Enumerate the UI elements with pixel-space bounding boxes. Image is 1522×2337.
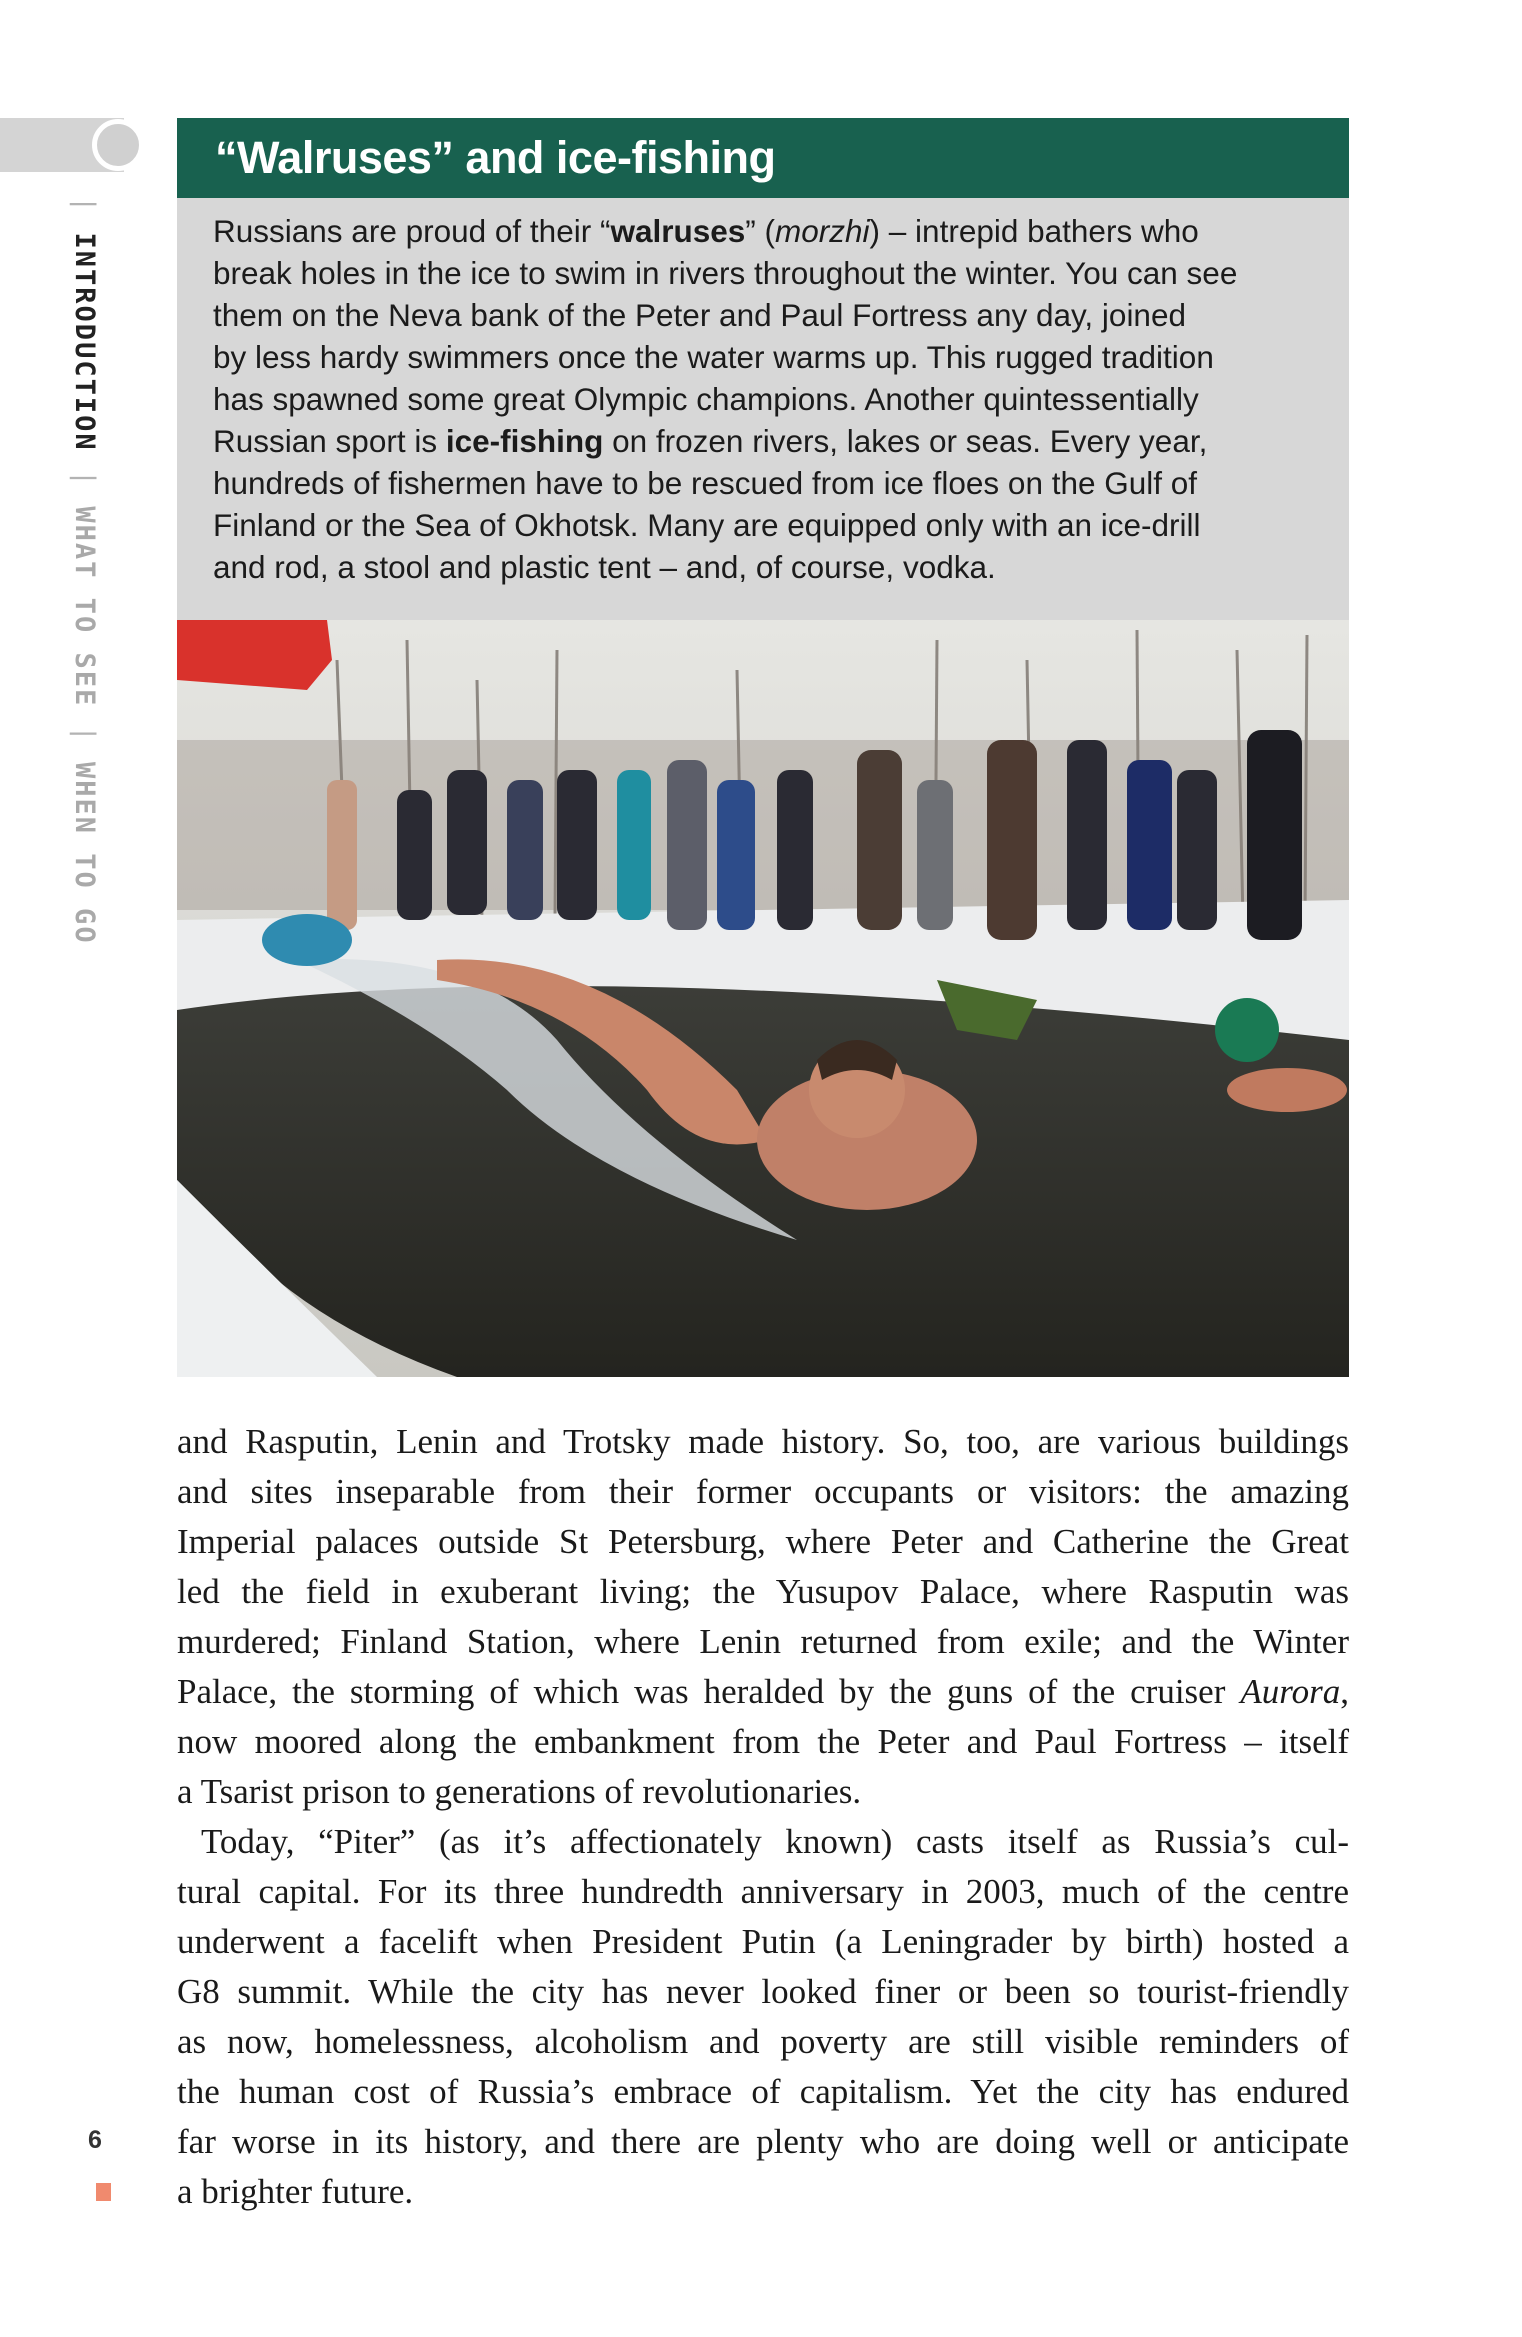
text-line: led the field in exuberant living; the Yusupov Palace, where Rasputin was xyxy=(177,1572,1349,1611)
text-line: Today, “Piter” (as it’s affectionately known) casts itself as Russia’s cul- xyxy=(201,1822,1349,1861)
text-line: Imperial palaces outside St Petersburg, where Peter and Catherine the Great xyxy=(177,1522,1349,1561)
box-line: Russians are proud of their “walruses” (morzhi) – intrepid bathers who xyxy=(213,213,1199,249)
text-line: a brighter future. xyxy=(177,2172,414,2211)
box-line: Finland or the Sea of Okhotsk. Many are equipped only with an ice-drill xyxy=(213,507,1201,543)
box-body xyxy=(177,198,1349,620)
walrus-swimmers-photo xyxy=(177,620,1349,1377)
text-line: the human cost of Russia’s embrace of capitalism. Yet the city has endured xyxy=(177,2072,1349,2111)
circle-marker-icon xyxy=(92,119,144,171)
box-line: has spawned some great Olympic champions. Another quintessentially xyxy=(213,381,1199,417)
box-title: “Walruses” and ice-fishing xyxy=(177,118,1349,198)
text-line: Palace, the storming of which was heralded by the guns of the cruiser Aurora, xyxy=(177,1672,1349,1711)
box-line: and rod, a stool and plastic tent – and, of course, vodka. xyxy=(213,549,996,585)
box-line: break holes in the ice to swim in rivers throughout the winter. You can see xyxy=(213,255,1238,291)
body-text xyxy=(177,1417,1349,2217)
page-marker-icon xyxy=(96,2183,111,2201)
section-nav xyxy=(66,196,102,976)
text-line: as now, homelessness, alcoholism and poverty are still visible reminders of xyxy=(177,2022,1349,2061)
box-line: Russian sport is ice-fishing on frozen rivers, lakes or seas. Every year, xyxy=(213,423,1208,459)
text-line: and sites inseparable from their former occupants or visitors: the amazing xyxy=(177,1472,1349,1511)
text-line: far worse in its history, and there are plenty who are doing well or anticipate xyxy=(177,2122,1349,2161)
text-line: murdered; Finland Station, where Lenin returned from exile; and the Winter xyxy=(177,1622,1349,1661)
box-line: hundreds of fishermen have to be rescued from ice floes on the Gulf of xyxy=(213,465,1198,501)
nav-separator: | xyxy=(69,196,100,215)
nav-what-to-see[interactable]: WHAT TO SEE xyxy=(69,506,100,708)
nav-separator: | xyxy=(69,469,100,489)
box-line: by less hardy swimmers once the water warms up. This rugged tradition xyxy=(213,339,1214,375)
text-line: now moored along the embankment from the Peter and Paul Fortress – itself xyxy=(177,1722,1349,1761)
nav-when-to-go[interactable]: WHEN TO GO xyxy=(69,762,100,945)
text-line: a Tsarist prison to generations of revolutionaries. xyxy=(177,1772,862,1811)
text-line: underwent a facelift when President Putin (a Leningrader by birth) hosted a xyxy=(177,1922,1349,1961)
nav-introduction[interactable]: INTRODUCTION xyxy=(69,232,100,452)
box-line: them on the Neva bank of the Peter and Paul Fortress any day, joined xyxy=(213,297,1186,333)
text-line: G8 summit. While the city has never looked finer or been so tourist-friendly xyxy=(177,1972,1349,2011)
page-number: 6 xyxy=(88,2126,102,2154)
text-line: tural capital. For its three hundredth anniversary in 2003, much of the centre xyxy=(177,1872,1349,1911)
text-line: and Rasputin, Lenin and Trotsky made history. So, too, are various buildings xyxy=(177,1422,1349,1461)
nav-separator: | xyxy=(69,725,100,744)
